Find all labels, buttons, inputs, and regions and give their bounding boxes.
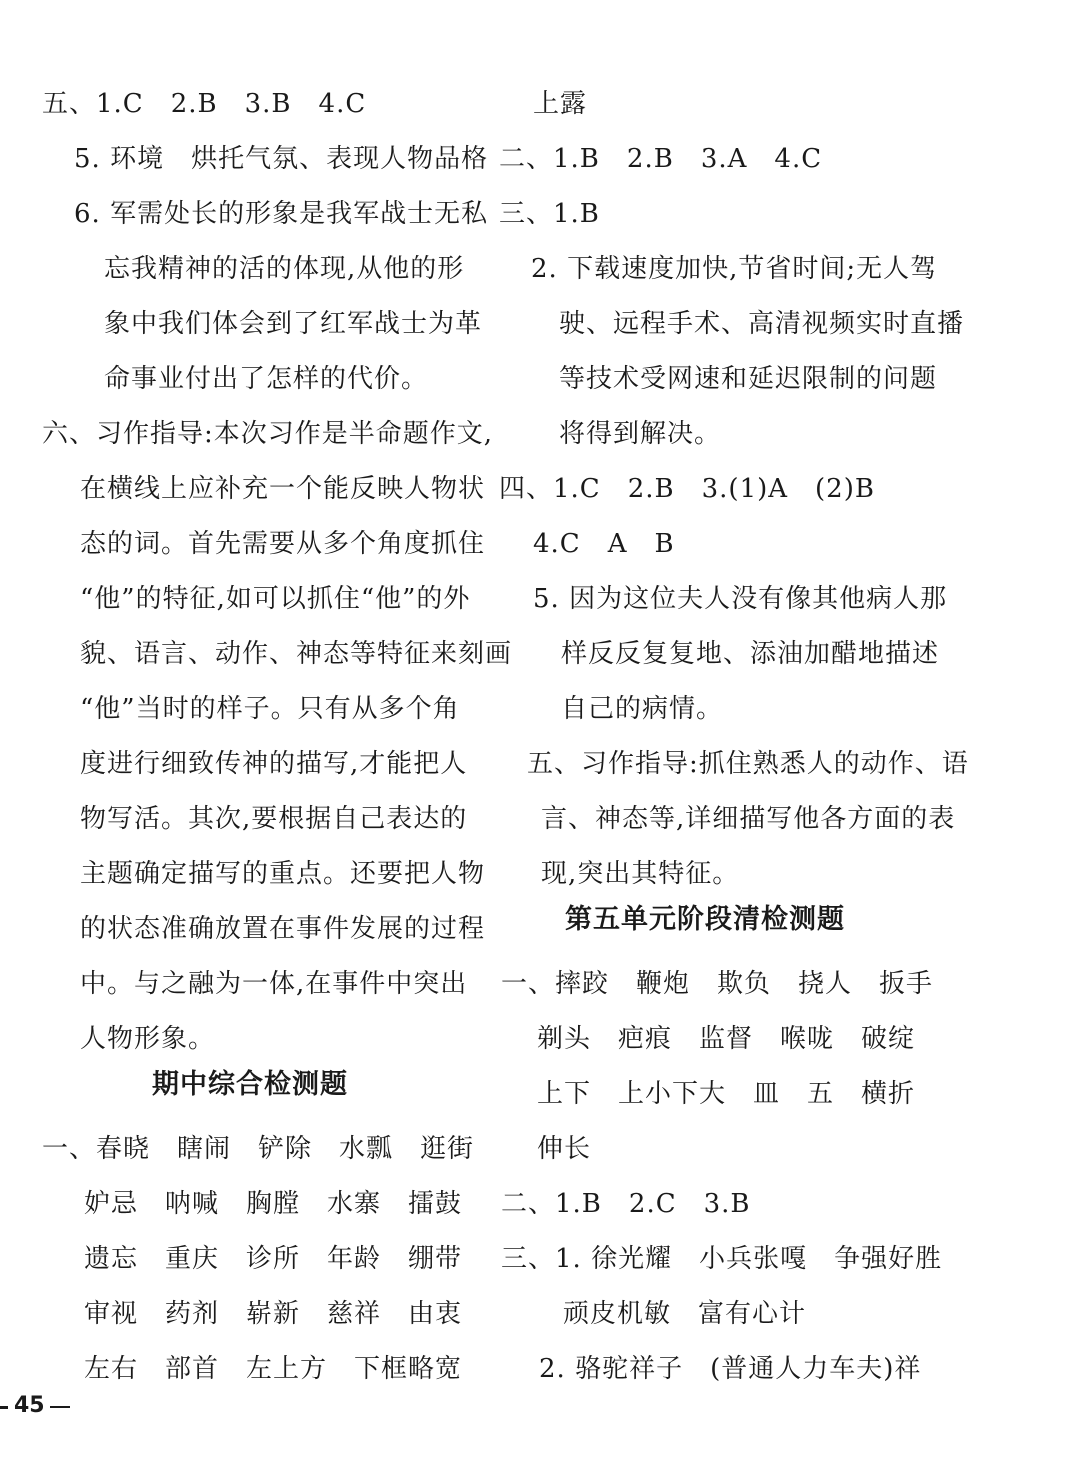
answer-line: “他”的特征,如可以抓住“他”的外 — [80, 584, 471, 614]
answer-line: 五、习作指导:抓住熟悉人的动作、语 — [527, 749, 969, 779]
section-title: 期中综合检测题 — [152, 1069, 348, 1100]
answer-line: 现,突出其特征。 — [541, 859, 740, 889]
answer-line: 三、1.B — [499, 199, 600, 229]
answer-line: 驶、远程手术、高清视频实时直播 — [559, 309, 965, 339]
answer-line: 伸长 — [537, 1134, 592, 1164]
answer-line: 在横线上应补充一个能反映人物状 — [80, 474, 486, 504]
answer-line: 上下 上小下大 皿 五 横折 — [537, 1079, 916, 1109]
answer-line: 主题确定描写的重点。还要把人物 — [80, 859, 486, 889]
answer-line: 象中我们体会到了红军战士为革 — [104, 309, 483, 339]
answer-line: 一、春晓 瞎闹 铲除 水瓢 逛街 — [42, 1134, 475, 1164]
answer-line: 上露 — [533, 89, 588, 119]
answer-line: 四、1.C 2.B 3.(1)A (2)B — [499, 474, 875, 504]
footer-rule — [50, 1406, 70, 1408]
answer-line: 二、1.B 2.B 3.A 4.C — [499, 144, 823, 174]
answer-line: 等技术受网速和延迟限制的问题 — [559, 364, 938, 394]
answer-line: 言、神态等,详细描写他各方面的表 — [541, 804, 956, 834]
answer-line: 度进行细致传神的描写,才能把人 — [80, 749, 468, 779]
answer-line: 三、1. 徐光耀 小兵张嘎 争强好胜 — [501, 1244, 943, 1274]
answer-line: 将得到解决。 — [559, 419, 722, 449]
answer-line: 命事业付出了怎样的代价。 — [104, 364, 429, 394]
answer-line: 样反反复复地、添油加醋地描述 — [561, 639, 940, 669]
answer-line: 左右 部首 左上方 下框略宽 — [84, 1354, 463, 1384]
answer-line: 忘我精神的活的体现,从他的形 — [104, 254, 465, 284]
answer-line: 2. 下载速度加快,节省时间;无人驾 — [531, 254, 938, 284]
answer-line: 貌、语言、动作、神态等特征来刻画 — [80, 639, 513, 669]
answer-line: 5. 环境 烘托气氛、表现人物品格 — [74, 144, 489, 174]
answer-line: 剃头 疤痕 监督 喉咙 破绽 — [537, 1024, 916, 1054]
answer-line: 人物形象。 — [80, 1024, 216, 1054]
answer-line: “他”当时的样子。只有从多个角 — [80, 694, 460, 724]
answer-line: 自己的病情。 — [561, 694, 724, 724]
answer-line: 六、习作指导:本次习作是半命题作文, — [42, 419, 494, 449]
answer-line: 6. 军需处长的形象是我军战士无私 — [74, 199, 489, 229]
answer-line: 妒忌 呐喊 胸膛 水寨 擂鼓 — [84, 1189, 463, 1219]
answer-line: 态的词。首先需要从多个角度抓住 — [80, 529, 486, 559]
footer-rule — [0, 1406, 8, 1409]
answer-line: 的状态准确放置在事件发展的过程 — [80, 914, 486, 944]
answer-line: 顽皮机敏 富有心计 — [563, 1299, 807, 1329]
answer-line: 5. 因为这位夫人没有像其他病人那 — [533, 584, 948, 614]
section-title: 第五单元阶段清检测题 — [565, 904, 845, 935]
answer-line: 二、1.B 2.C 3.B — [501, 1189, 751, 1219]
answer-line: 4.C A B — [533, 529, 675, 559]
answer-line: 遗忘 重庆 诊所 年龄 绷带 — [84, 1244, 463, 1274]
page-number: 45 — [14, 1393, 45, 1418]
answer-line: 一、摔跤 鞭炮 欺负 挠人 扳手 — [501, 969, 934, 999]
answer-line: 中。与之融为一体,在事件中突出 — [80, 969, 468, 999]
answer-line: 审视 药剂 崭新 慈祥 由衷 — [84, 1299, 463, 1329]
answer-line: 2. 骆驼祥子 (普通人力车夫)祥 — [539, 1354, 922, 1384]
answer-line: 物写活。其次,要根据自己表达的 — [80, 804, 468, 834]
answer-line: 五、1.C 2.B 3.B 4.C — [42, 89, 367, 119]
